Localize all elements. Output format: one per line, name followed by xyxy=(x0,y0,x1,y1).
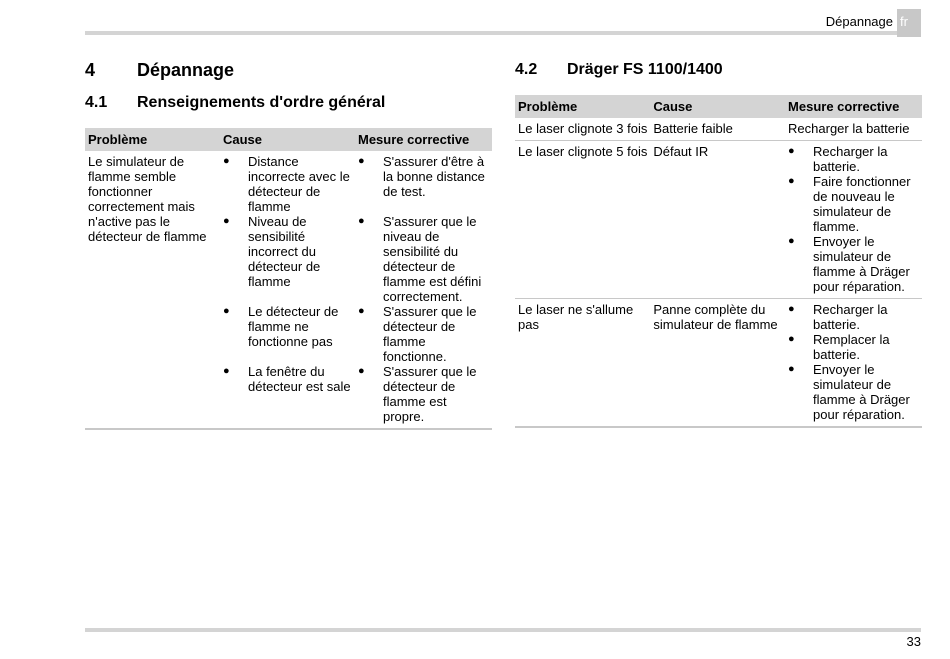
page-number: 33 xyxy=(906,634,921,649)
fix-item: ● Recharger la batterie. xyxy=(788,302,919,332)
general-troubleshooting-table xyxy=(85,128,492,430)
column-header-cause: Cause xyxy=(650,95,785,118)
column-header-problem: Problème xyxy=(515,95,650,118)
problem-cell: Le laser ne s'allume pas xyxy=(515,299,650,428)
fix-cell: Recharger la batterie xyxy=(785,118,922,141)
fix-item: ● S'assurer que le détecteur de flamme fonctionne. xyxy=(358,304,489,364)
header-rule xyxy=(85,31,897,35)
chapter-number: 4 xyxy=(85,60,96,80)
fix-item: ● S'assurer que le niveau de sensibilité du détecteur de flamme est défini correctement. xyxy=(358,214,489,304)
table-row xyxy=(515,141,922,299)
cause-item: ● Le détecteur de flamme ne fonctionne pas xyxy=(223,304,352,349)
problem-cell: Le simulateur de flamme semble fonctionner correctement mais n'active pas le détecteur de flamme xyxy=(85,151,220,429)
fix-item: ● Envoyer le simulateur de flamme à Dräger pour réparation. xyxy=(788,234,919,294)
fix-cell xyxy=(785,299,922,428)
section-41-number: 4.1 xyxy=(85,94,108,111)
fix-item: ● Envoyer le simulateur de flamme à Dräger pour réparation. xyxy=(788,362,919,422)
table-row xyxy=(515,118,922,141)
fix-item: ● Faire fonctionner de nouveau le simulateur de flamme. xyxy=(788,174,919,234)
problem-cell: Le laser clignote 3 fois xyxy=(515,118,650,141)
section-41-title: Renseignements d'ordre général xyxy=(137,94,386,111)
fix-cell xyxy=(355,151,492,429)
language-tab: fr xyxy=(897,9,921,37)
column-header-fix: Mesure corrective xyxy=(785,95,922,118)
fs-troubleshooting-table xyxy=(515,95,922,428)
table-header-row xyxy=(85,128,492,151)
chapter-title: Dépannage xyxy=(137,60,235,80)
fix-item: ● Recharger la batterie. xyxy=(788,144,919,174)
column-header-problem: Problème xyxy=(85,128,220,151)
cause-cell: Batterie faible xyxy=(650,118,785,141)
cause-item: ● Distance incorrecte avec le détecteur de flamme xyxy=(223,154,352,214)
fix-item: ● Remplacer la batterie. xyxy=(788,332,919,362)
fix-item: ● S'assurer d'être à la bonne distance de test. xyxy=(358,154,489,199)
footer-rule xyxy=(85,628,921,632)
fix-cell xyxy=(785,141,922,299)
cause-item: ● La fenêtre du détecteur est sale xyxy=(223,364,352,394)
problem-cell: Le laser clignote 5 fois xyxy=(515,141,650,299)
table-row xyxy=(515,299,922,428)
running-header: Dépannage xyxy=(825,14,893,29)
column-header-fix: Mesure corrective xyxy=(355,128,492,151)
column-header-cause: Cause xyxy=(220,128,355,151)
cause-cell: Défaut IR xyxy=(650,141,785,299)
cause-item: ● Niveau de sensibilité incorrect du détecteur de flamme xyxy=(223,214,352,289)
fix-item: ● S'assurer que le détecteur de flamme est propre. xyxy=(358,364,489,424)
table-row xyxy=(85,151,492,429)
section-42-title: Dräger FS 1100/1400 xyxy=(567,61,723,78)
cause-cell xyxy=(220,151,355,429)
table-header-row xyxy=(515,95,922,118)
cause-cell: Panne complète du simulateur de flamme xyxy=(650,299,785,428)
section-42-number: 4.2 xyxy=(515,61,538,78)
